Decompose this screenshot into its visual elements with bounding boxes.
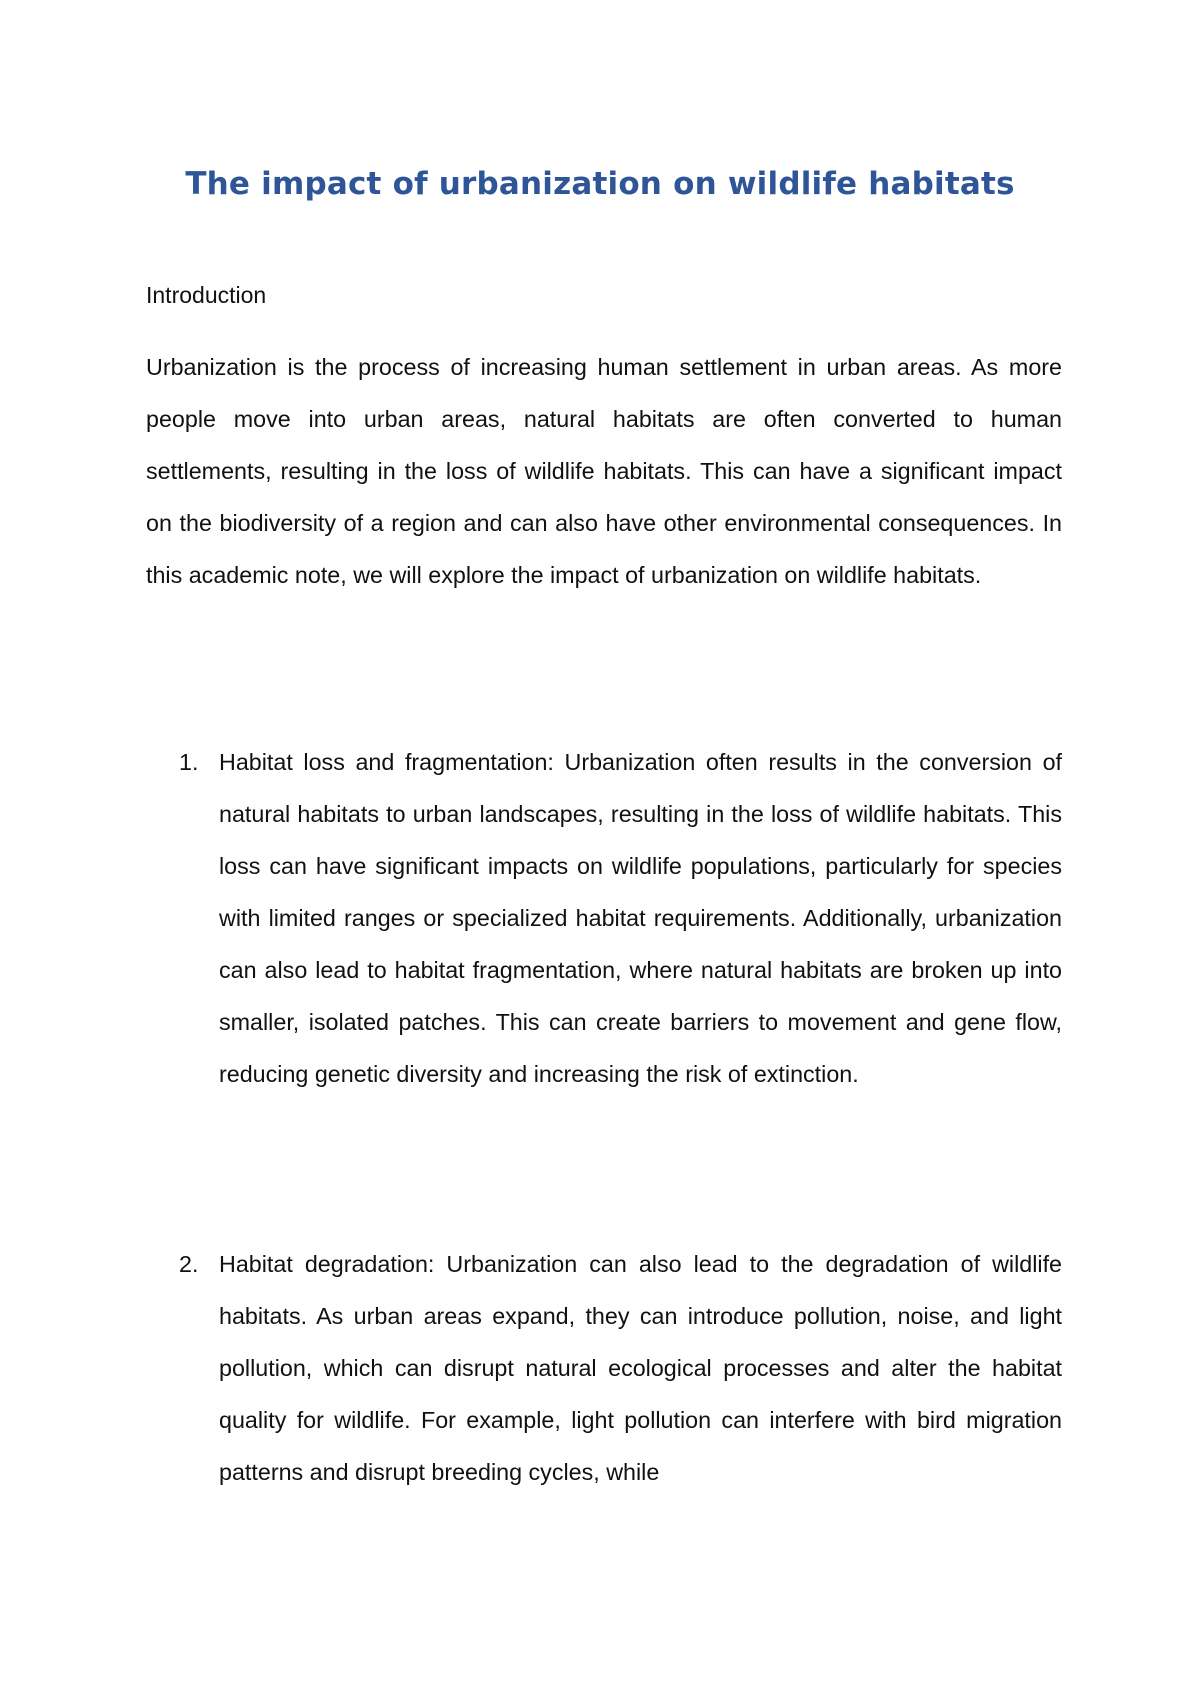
- list-item-number: 1.: [179, 749, 199, 775]
- list-item: [146, 1238, 1062, 1498]
- section-heading: Introduction: [146, 282, 267, 308]
- list-item-text: Habitat loss and fragmentation: Urbanization often results in the conversion of natural habitats to urban landscapes, resulting in the loss of wildlife habitats. This loss can have significant impacts on wildlife populations, particularly for species with limited ranges or specialized habitat requirements. Additionally, urbanization can also lead to habitat fragmentation, where natural habitats are broken up into smaller, isolated patches. This can create barriers to movement and gene flow, reducing genetic diversity and increasing the risk of extinction.: [219, 749, 1062, 1087]
- list-item-text: Habitat degradation: Urbanization can also lead to the degradation of wildlife habitats. As urban areas expand, they can introduce pollution, noise, and light pollution, which can disrupt natural ecological processes and alter the habitat quality for wildlife. For example, light pollution can interfere with bird migration patterns and disrupt breeding cycles, while: [219, 1251, 1062, 1485]
- intro-paragraph: Urbanization is the process of increasing human settlement in urban areas. As more people move into urban areas, natural habitats are often converted to human settlements, resulting in the loss of wildlife habitats. This can have a significant impact on the biodiversity of a region and can also have other environmental consequences. In this academic note, we will explore the impact of urbanization on wildlife habitats.: [146, 354, 1062, 588]
- list-item: [146, 736, 1062, 1100]
- page-title: The impact of urbanization on wildlife habitats: [185, 166, 1015, 202]
- list-item-number: 2.: [179, 1251, 199, 1277]
